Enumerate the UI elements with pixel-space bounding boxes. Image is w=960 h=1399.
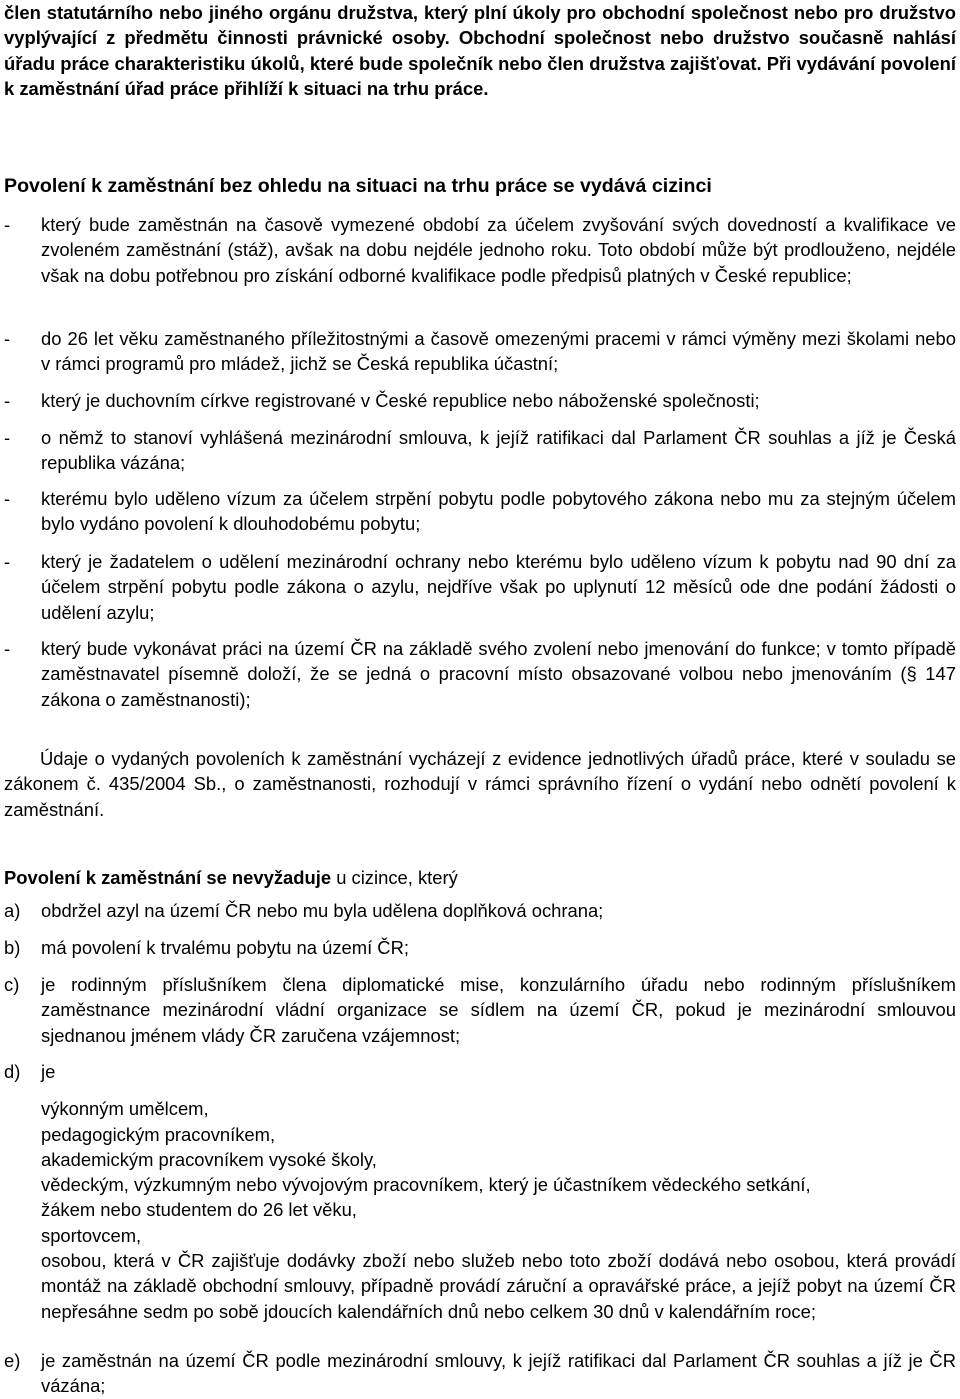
list-item-text: je xyxy=(41,1061,56,1082)
list-marker: a) xyxy=(4,900,21,921)
d-subitem: pedagogickým pracovníkem, xyxy=(41,1123,276,1145)
d-subitem: žákem nebo studentem do 26 let věku, xyxy=(41,1199,357,1221)
list-item-c xyxy=(4,972,956,1048)
list-item-text: který bude zaměstnán na časově vymezené období za účelem zvyšování svých dovedností a kvalifikace ve zvoleném zaměstnání (stáž), avšak na dobu nejdéle jednoho roku. Toto období může být prodlouženo, nejdéle však na dobu potřebnou pro získání odborné kvalifikace podle předpisů platných v České republice; xyxy=(41,214,956,286)
list-item-d xyxy=(4,1059,956,1324)
list-marker: c) xyxy=(4,974,20,995)
list-marker: - xyxy=(4,427,11,448)
list-item xyxy=(4,636,956,712)
list-item-text: o němž to stanoví vyhlášená mezinárodní smlouva, k jejíž ratifikaci dal Parlament ČR souhlas a jíž je Česká republika vázána; xyxy=(41,427,956,474)
section2-heading xyxy=(4,865,458,890)
list-marker: - xyxy=(4,551,11,572)
list-item-text: který bude vykonávat práci na území ČR na základě svého zvolení nebo jmenování do funkce; v tomto případě zaměstnavatel písemně doloží, že se jedná o pracovní místo obsazované volbou nebo jmenováním (§ 147 zákona o zaměstnanosti); xyxy=(41,638,956,710)
list-marker: - xyxy=(4,328,11,349)
list-marker: b) xyxy=(4,937,21,958)
list-item-a xyxy=(4,898,956,923)
list-item xyxy=(4,388,956,413)
list-item xyxy=(4,486,956,537)
list-item-text: má povolení k trvalému pobytu na území ČR; xyxy=(41,937,409,958)
section2-heading-bold: Povolení k zaměstnání se nevyžaduje xyxy=(4,867,332,888)
evidence-paragraph: Údaje o vydaných povoleních k zaměstnání vycházejí z evidence jednotlivých úřadů práce, které v souladu se zákonem č. 435/2004 Sb., o zaměstnanosti, rozhodují v rámci správního řízení o vydání nebo odnětí povolení k zaměstnání. xyxy=(4,748,956,820)
list-item xyxy=(4,212,956,288)
intro-paragraph: člen statutárního nebo jiného orgánu družstva, který plní úkoly pro obchodní společnost nebo pro družstvo vyplývající z předmětu činnosti právnické osoby. Obchodní společnost nebo družstvo současně nahlásí úřadu práce charakteristiku úkolů, které bude společník nebo člen družstva zajišťovat. Při vydávání povolení k zaměstnání úřad práce přihlíží k situaci na trhu práce. xyxy=(4,2,956,99)
list-item xyxy=(4,425,956,476)
list-marker: - xyxy=(4,488,11,509)
list-item xyxy=(4,326,956,377)
d-subitem: výkonným umělcem, xyxy=(41,1098,209,1120)
list-item-text: obdržel azyl na území ČR nebo mu byla udělena doplňková ochrana; xyxy=(41,900,604,921)
list-marker: e) xyxy=(4,1350,21,1371)
list-item xyxy=(4,549,956,625)
d-subitem: sportovcem, xyxy=(41,1224,142,1246)
list-item-d-content xyxy=(41,1059,956,1324)
list-marker: - xyxy=(4,638,11,659)
d-subitem: akademickým pracovníkem vysoké školy, xyxy=(41,1148,377,1170)
d-subitem: vědeckým, výzkumným nebo vývojovým pracovníkem, který je účastníkem vědeckého setkání, xyxy=(41,1174,811,1196)
list-marker: - xyxy=(4,390,11,411)
section2-heading-rest: u cizince, který xyxy=(331,867,458,888)
list-marker: d) xyxy=(4,1061,21,1082)
list-item-text: kterému bylo uděleno vízum za účelem strpění pobytu podle pobytového zákona nebo mu za stejným účelem bylo vydáno povolení k dlouhodobému pobytu; xyxy=(41,488,956,535)
list-item-text: je zaměstnán na území ČR podle mezinárodní smlouvy, k jejíž ratifikaci dal Parlament ČR souhlas a jíž je ČR vázána; xyxy=(41,1350,956,1397)
list-item-text: do 26 let věku zaměstnaného příležitostnými a časově omezenými pracemi v rámci výměny mezi školami nebo v rámci programů pro mládež, jichž se Česká republika účastní; xyxy=(41,328,956,375)
list-item-text: který je žadatelem o udělení mezinárodní ochrany nebo kterému bylo uděleno vízum k pobytu nad 90 dní za účelem strpění pobytu podle zákona o azylu, nejdříve však po uplynutí 12 měsíců ode dne podání žádosti o udělení azylu; xyxy=(41,551,956,623)
list-item-b xyxy=(4,935,956,960)
list-marker: - xyxy=(4,214,11,235)
d-subitem: osobou, která v ČR zajišťuje dodávky zboží nebo služeb nebo toto zboží dodává nebo osobou, která provádí montáž na základě obchodní smlouvy, případně provádí záruční a opravářské práce, a jejíž pobyt na území ČR nepřesáhne sedm po sobě jdoucích kalendářních dnů nebo celkem 30 dnů v kalendářním roce; xyxy=(41,1250,956,1322)
section1-heading: Povolení k zaměstnání bez ohledu na situaci na trhu práce se vydává cizinci xyxy=(4,175,712,197)
list-item-text: který je duchovním církve registrované v České republice nebo náboženské společnosti; xyxy=(41,390,760,411)
list-item-e xyxy=(4,1348,956,1399)
list-item-text: je rodinným příslušníkem člena diplomatické mise, konzulárního úřadu nebo rodinným příslušníkem zaměstnance mezinárodní vládní organizace se sídlem na území ČR, pokud je mezinárodní smlouvou sjednanou jménem vlády ČR zaručena vzájemnost; xyxy=(41,974,956,1046)
